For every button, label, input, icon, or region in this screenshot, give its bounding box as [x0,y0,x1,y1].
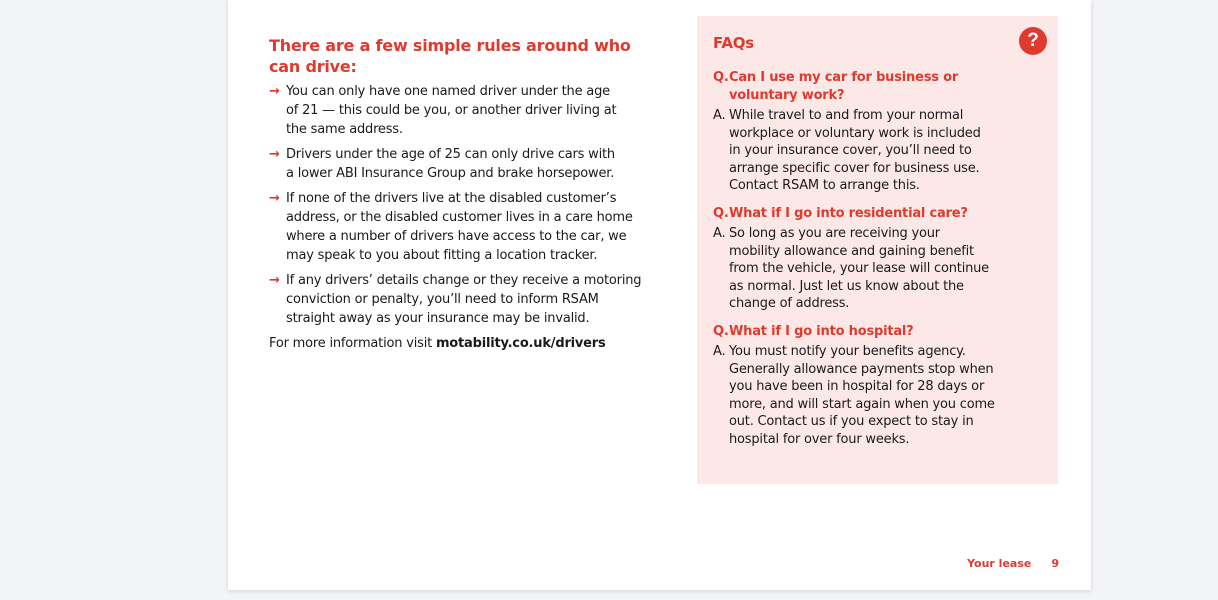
more-info-prefix: For more information visit [269,336,436,351]
arrow-right-icon: → [269,84,280,99]
rule-text-line: If none of the drivers live at the disabled customer’s [286,191,617,206]
faq-question [713,205,1048,223]
answer-line: arrange specific cover for business use. [729,160,980,176]
faq-item [713,205,1048,313]
answer-line: in your insurance cover, you’ll need to [729,143,972,158]
rule-text-line: address, or the disabled customer lives in a care home [286,210,633,225]
page-number: 9 [1051,557,1059,570]
faq-list [713,69,1048,458]
answer-line: While travel to and from your normal [729,108,964,123]
rule-text-line: where a number of drivers have access to the car, we [286,229,627,244]
faq-question [713,69,1048,104]
rule-text-line: the same address. [286,122,403,137]
rule-item [269,189,661,265]
answer-line: You must notify your benefits agency. [729,344,966,359]
question-prefix: Q. [713,323,729,339]
faq-answer [713,225,1048,313]
answer-line: more, and will start again when you come [729,396,995,412]
faq-answer [713,343,1048,448]
rule-text-line: You can only have one named driver under the age [286,84,610,99]
faq-item [713,323,1048,449]
rules-heading-line: There are a few simple rules around who [269,36,631,55]
faq-item [713,69,1048,195]
question-line: What if I go into residential care? [729,205,968,221]
answer-line: hospital for over four weeks. [729,431,910,447]
rule-text-line: If any drivers’ details change or they receive a motoring [286,273,642,288]
faq-question [713,323,1048,341]
rule-text-line: of 21 — this could be you, or another driver living at [286,103,617,118]
rule-text-line: Drivers under the age of 25 can only drive cars with [286,147,615,162]
answer-line: Generally allowance payments stop when [729,361,994,377]
answer-prefix: A. [713,344,726,359]
faq-panel [697,16,1058,484]
rule-item [269,82,661,139]
rule-text-line: a lower ABI Insurance Group and brake horsepower. [286,166,615,181]
question-line: What if I go into hospital? [729,323,914,339]
driver-rules-section [269,35,661,353]
question-line: voluntary work? [729,87,845,103]
document-page [228,0,1091,590]
rules-list [269,82,661,328]
answer-line: change of address. [729,296,850,311]
rule-text-line: conviction or penalty, you’ll need to inform RSAM [286,292,599,307]
question-prefix: Q. [713,70,729,85]
arrow-right-icon: → [269,273,280,288]
answer-line: out. Contact us if you expect to stay in [729,414,974,429]
arrow-right-icon: → [269,191,280,206]
answer-prefix: A. [713,226,726,241]
footer-section-label: Your lease [967,557,1032,570]
question-prefix: Q. [713,205,729,221]
answer-line: So long as you are receiving your [729,226,940,241]
answer-line: Contact RSAM to arrange this. [729,178,920,193]
rules-heading [269,35,661,77]
question-line: Can I use my car for business or [729,70,959,85]
answer-line: as normal. Just let us know about the [729,278,964,294]
question-mark-icon: ? [1019,27,1047,55]
faq-title: FAQs [713,34,755,52]
answer-prefix: A. [713,108,726,123]
drivers-link[interactable]: motability.co.uk/drivers [435,336,606,351]
rule-item [269,145,661,183]
answer-line: you have been in hospital for 28 days or [729,379,985,394]
rule-item [269,271,661,328]
rules-heading-line: can drive: [269,57,357,76]
answer-line: workplace or voluntary work is included [729,125,981,141]
answer-line: mobility allowance and gaining benefit [729,243,974,259]
faq-answer [713,107,1048,195]
rule-text-line: straight away as your insurance may be invalid. [286,311,590,326]
arrow-right-icon: → [269,147,280,162]
page-footer [967,557,1059,570]
more-info-text [269,334,661,353]
rule-text-line: may speak to you about fitting a location tracker. [286,248,598,263]
answer-line: from the vehicle, your lease will continue [729,261,989,276]
